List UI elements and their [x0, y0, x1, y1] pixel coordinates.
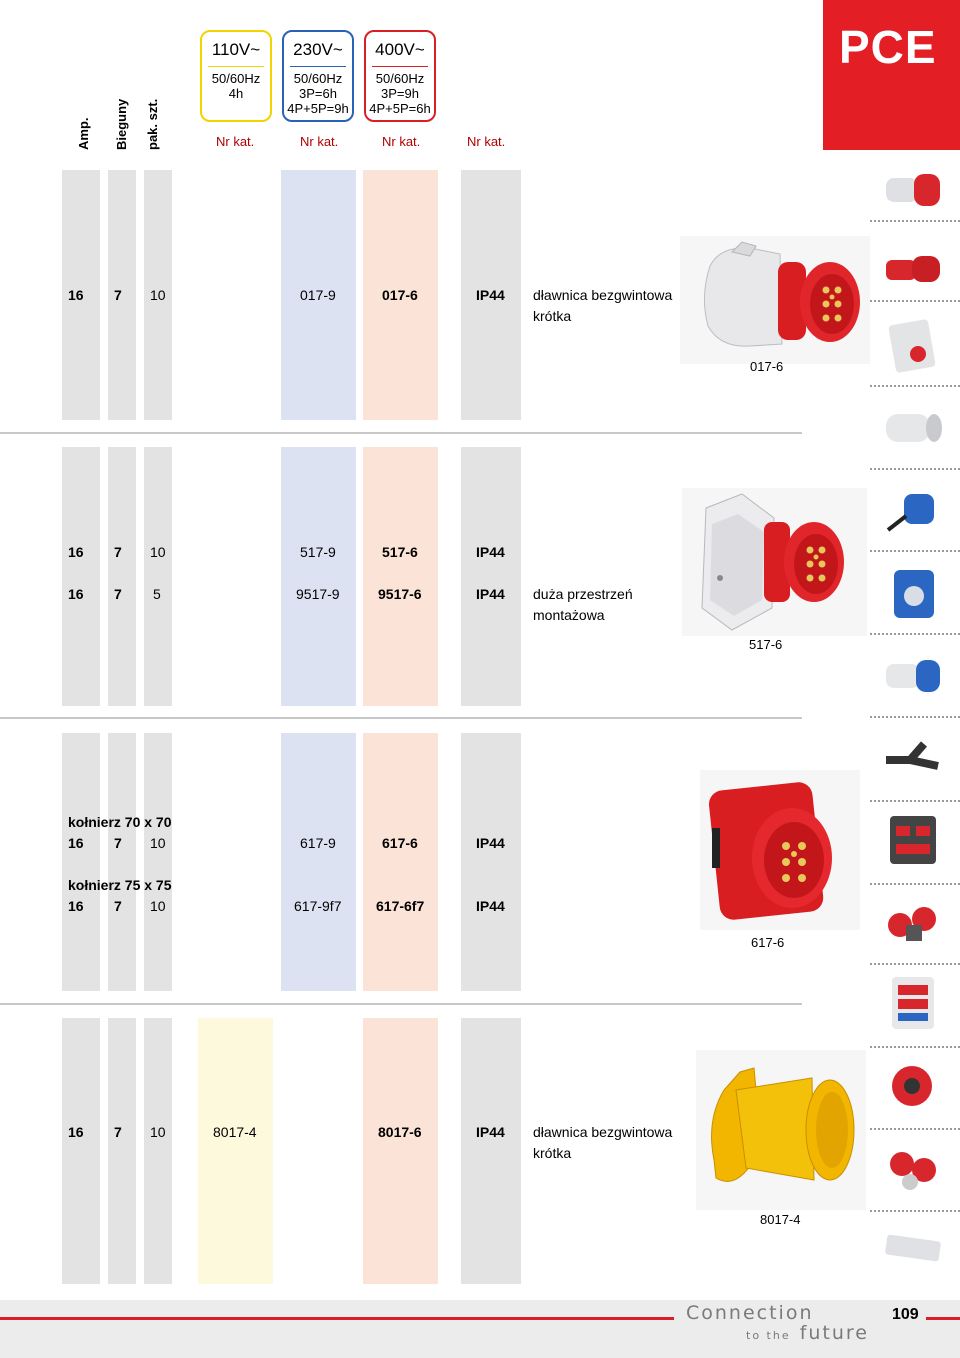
tagline-top: Connection [686, 1302, 814, 1324]
catalog-400: 9517-6 [378, 586, 422, 602]
voltage-400-duty-45p: 4P+5P=6h [369, 101, 431, 116]
amp-value: 16 [68, 1124, 84, 1140]
voltage-110-label: 110V~ [211, 40, 261, 59]
voltage-230-duty-45p: 4P+5P=9h [287, 101, 349, 116]
column-header-pack: pak. szt. [145, 98, 160, 150]
flange-group-label: kołnierz 75 x 75 [68, 877, 172, 893]
voltage-400-duty-3p: 3P=9h [381, 86, 419, 101]
thumb-connector-icon[interactable] [880, 400, 946, 456]
photo-caption: 517-6 [749, 637, 783, 652]
thumb-panel-box-icon[interactable] [880, 975, 946, 1031]
voltage-box-400 [364, 30, 436, 122]
thumb-blue-connector-icon[interactable] [880, 648, 946, 704]
photo-caption: 617-6 [751, 935, 785, 950]
catalog-400: 017-6 [382, 287, 418, 303]
column-strip [108, 170, 136, 420]
ip-rating: IP44 [476, 287, 505, 303]
product-description: dławnica bezgwintowa krótka [533, 1124, 673, 1161]
nr-kat-ip: Nr kat. [467, 134, 506, 149]
voltage-400-freq: 50/60Hz [375, 71, 425, 86]
column-strip [108, 1018, 136, 1284]
nr-kat-400: Nr kat. [382, 134, 421, 149]
poles-value: 7 [114, 1124, 122, 1140]
thumb-blue-plug-icon[interactable] [880, 484, 946, 540]
thumb-coupler-icon[interactable] [880, 240, 946, 296]
voltage-230-duty-3p: 3P=6h [299, 86, 337, 101]
voltage-230-freq: 50/60Hz [293, 71, 343, 86]
nr-kat-230: Nr kat. [300, 134, 339, 149]
catalog-400: 617-6f7 [376, 898, 425, 914]
column-strip-230 [281, 733, 356, 991]
pack-value: 10 [150, 544, 166, 560]
voltage-230-label: 230V~ [293, 40, 343, 59]
column-strip-110 [198, 1018, 273, 1284]
column-header-poles: Bieguny [114, 98, 129, 150]
pack-value: 5 [153, 586, 161, 602]
poles-value: 7 [114, 835, 122, 851]
voltage-110-freq: 50/60Hz [211, 71, 261, 86]
pack-value: 10 [150, 835, 166, 851]
photo-caption: 8017-4 [760, 1212, 801, 1227]
thumb-blue-socket-icon[interactable] [880, 566, 946, 622]
ip-rating: IP44 [476, 586, 505, 602]
column-strip [144, 447, 172, 706]
thumb-socket-cluster-icon[interactable] [880, 1140, 946, 1196]
footer-red-line [0, 1317, 674, 1320]
poles-value: 7 [114, 287, 122, 303]
voltage-box-110 [200, 30, 272, 122]
brand-logo [823, 0, 960, 150]
section-divider [0, 432, 802, 434]
thumb-splitter-icon[interactable] [880, 730, 946, 786]
catalog-230: 517-9 [300, 544, 336, 560]
amp-value: 16 [68, 287, 84, 303]
pack-value: 10 [150, 898, 166, 914]
pack-value: 10 [150, 1124, 166, 1140]
ip-rating: IP44 [476, 898, 505, 914]
product-photo-panel-inlet [700, 770, 860, 930]
footer-tagline [686, 1302, 869, 1344]
thumb-distribution-box-icon[interactable] [880, 812, 946, 868]
column-strip-ip [461, 1018, 521, 1284]
flange-group-label: kołnierz 70 x 70 [68, 814, 172, 830]
tagline-small: to the [746, 1329, 791, 1342]
column-strip [108, 733, 136, 991]
ip-rating: IP44 [476, 835, 505, 851]
thumb-rail-icon[interactable] [880, 1220, 946, 1276]
ip-rating: IP44 [476, 1124, 505, 1140]
tagline-big: future [799, 1322, 869, 1344]
thumb-plug-icon[interactable] [880, 162, 946, 218]
voltage-400-label: 400V~ [375, 40, 425, 59]
footer-red-line-right [926, 1317, 960, 1320]
column-strip [144, 733, 172, 991]
amp-value: 16 [68, 835, 84, 851]
section-divider [0, 717, 802, 719]
photo-caption: 017-6 [750, 359, 784, 374]
product-description: duża przestrzeń montażowa [533, 586, 633, 623]
voltage-110-duty: 4h [228, 86, 244, 101]
poles-value: 7 [114, 544, 122, 560]
nr-kat-110: Nr kat. [216, 134, 255, 149]
section-divider [0, 1003, 802, 1005]
voltage-box-230 [282, 30, 354, 122]
product-description: dławnica bezgwintowa krótka [533, 287, 673, 324]
poles-value: 7 [114, 586, 122, 602]
catalog-230: 617-9f7 [294, 898, 342, 914]
column-strip [62, 1018, 100, 1284]
amp-value: 16 [68, 586, 84, 602]
catalog-110: 8017-4 [213, 1124, 257, 1140]
catalog-400: 517-6 [382, 544, 418, 560]
thumb-cable-reel-icon[interactable] [880, 1056, 946, 1112]
product-photo-angled-plug [696, 1050, 866, 1210]
column-strip [62, 733, 100, 991]
thumb-socket-box-icon[interactable] [880, 318, 946, 374]
column-strip-230 [281, 447, 356, 706]
column-strip [144, 1018, 172, 1284]
column-strip-400 [363, 733, 438, 991]
column-strip [108, 447, 136, 706]
column-strip [62, 447, 100, 706]
poles-value: 7 [114, 898, 122, 914]
product-photo-wall-inlet [682, 488, 867, 636]
column-strip-400 [363, 1018, 438, 1284]
thumb-multi-socket-icon[interactable] [880, 895, 946, 951]
catalog-230: 9517-9 [296, 586, 340, 602]
catalog-230: 617-9 [300, 835, 336, 851]
catalog-230: 017-9 [300, 287, 336, 303]
pack-value: 10 [150, 287, 166, 303]
brand-logo-text: PCE [839, 21, 937, 73]
catalog-400: 617-6 [382, 835, 418, 851]
column-strip-ip [461, 733, 521, 991]
ip-rating: IP44 [476, 544, 505, 560]
product-photo-plug [680, 236, 870, 364]
amp-value: 16 [68, 898, 84, 914]
column-strip-ip [461, 447, 521, 706]
page-number: 109 [892, 1306, 919, 1323]
column-header-amp: Amp. [76, 117, 91, 150]
column-strip-400 [363, 447, 438, 706]
catalog-400: 8017-6 [378, 1124, 422, 1140]
amp-value: 16 [68, 544, 84, 560]
